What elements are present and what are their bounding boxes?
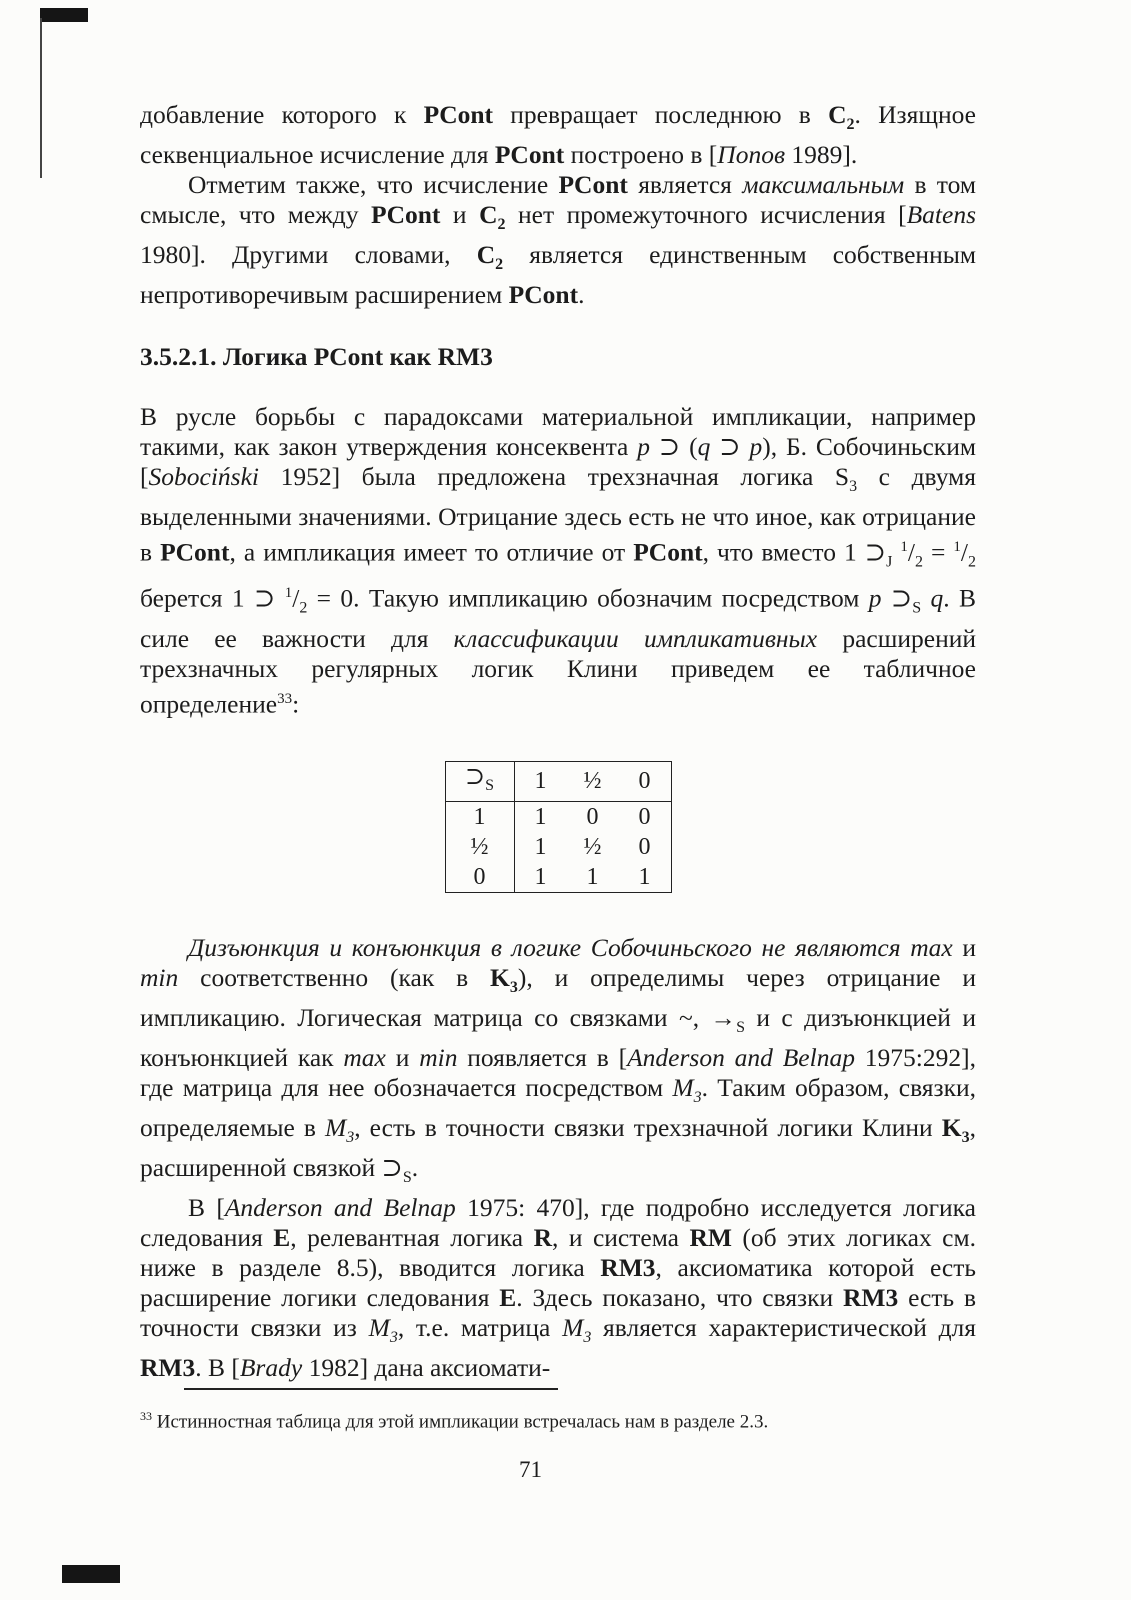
subscript: 3 xyxy=(389,1329,398,1347)
text-run: нет промежуточного исчисления [ xyxy=(505,200,907,230)
text-run: является единственным собственным непротиворечивым расширением xyxy=(140,240,976,310)
text-run: , расширенной связкой ⊃ xyxy=(140,1113,976,1183)
citation-author: Anderson and Belnap xyxy=(224,1193,456,1223)
page-body xyxy=(140,100,976,1383)
subscript: 3 xyxy=(346,1129,355,1147)
text-run: , есть в точности связки трехзначной логики Клини xyxy=(354,1113,942,1143)
fraction-numerator: 1 xyxy=(900,539,908,556)
matrix-name xyxy=(368,1313,398,1347)
text-run: и xyxy=(952,932,977,962)
text-run: 1982] дана аксиомати- xyxy=(302,1353,551,1383)
scan-edge-line xyxy=(40,18,42,178)
table-cell: 0 xyxy=(586,803,599,830)
fraction-denominator: 2 xyxy=(968,553,976,571)
logic-name: PCont xyxy=(633,537,703,567)
table-cell: 0 xyxy=(619,801,672,832)
footnote-reference[interactable]: 33 xyxy=(277,690,293,707)
paragraph-4 xyxy=(140,933,976,1193)
matrix-name xyxy=(324,1113,355,1147)
page-number: 71 xyxy=(519,1457,542,1482)
text-run: появляется в [ xyxy=(457,1043,628,1073)
subscript: J xyxy=(886,553,893,571)
subscript: S xyxy=(912,599,922,617)
text-run: В русле борьбы с парадоксами материальной импликации, например такими, как закон утверждения консеквента xyxy=(140,402,976,462)
operator-name: min xyxy=(140,962,179,992)
citation-author: Попов xyxy=(717,140,786,170)
citation-author: Batens xyxy=(906,200,976,230)
table-row-header: 1 xyxy=(445,801,514,832)
text-run: ), Б. Собочиньским [ xyxy=(140,432,976,492)
subscript: S xyxy=(736,1019,745,1037)
table-cell: 1 xyxy=(514,862,567,893)
variable: p xyxy=(749,432,763,462)
logic-letter: K xyxy=(941,1113,962,1143)
subscript: 3 xyxy=(849,478,858,496)
matrix-name xyxy=(562,1313,592,1347)
text-run: . Изящное секвенциальное исчисление для xyxy=(140,100,976,170)
text-run: = xyxy=(922,537,954,567)
logic-name: E xyxy=(273,1223,291,1253)
logic-letter: K xyxy=(490,962,510,992)
logic-name: PCont xyxy=(558,170,628,200)
table-row xyxy=(445,832,671,862)
text-run: 1952] была предложена трехзначная логика S xyxy=(258,462,850,492)
subscript: 2 xyxy=(846,116,855,134)
text-run: , т.е. матрица xyxy=(397,1313,563,1343)
table-row-header: ½ xyxy=(445,832,514,862)
logic-name xyxy=(490,962,518,996)
table-row xyxy=(445,862,671,893)
matrix-letter: M xyxy=(672,1073,694,1103)
text-run: является характеристической для xyxy=(591,1313,977,1343)
logic-name: RM3 xyxy=(140,1353,196,1383)
text-run: Отметим также, что исчисление xyxy=(188,170,559,200)
logic-name: PCont xyxy=(494,140,565,170)
text-run: и xyxy=(385,1043,420,1073)
logic-name: R xyxy=(533,1223,552,1253)
scan-bottom-mark xyxy=(62,1565,120,1583)
table-cell: 1 xyxy=(619,862,672,893)
logic-name: RM xyxy=(689,1223,732,1253)
text-run xyxy=(921,583,930,612)
fraction-numerator: 1 xyxy=(284,584,293,601)
text-run: расширений трехзначных регулярных логик Клини приведем ее табличное определение xyxy=(140,623,977,719)
fraction-numerator: 1 xyxy=(953,539,961,556)
citation-author: Anderson and Belnap xyxy=(627,1043,855,1073)
logic-name: PCont xyxy=(508,280,579,310)
text-run: = 0. Такую импликацию обозначим посредством xyxy=(307,583,869,613)
text-run: , что вместо 1 ⊃ xyxy=(702,537,887,567)
text-run: , аксиоматика которой есть расширение логики следования xyxy=(140,1253,976,1313)
text-run: есть в точности связки из xyxy=(140,1283,976,1343)
text-run: берется 1 ⊃ xyxy=(140,583,285,613)
logic-letter: C xyxy=(476,240,496,270)
text-run: добавление которого к xyxy=(140,100,424,129)
text-run: . В [ xyxy=(195,1353,240,1383)
text-run: и xyxy=(440,200,480,230)
text-run xyxy=(901,933,911,962)
table-row-header: 0 xyxy=(445,862,514,893)
paragraph-5 xyxy=(140,1193,976,1383)
logic-name: E xyxy=(499,1283,517,1313)
subscript: 3 xyxy=(583,1329,592,1347)
subscript: 2 xyxy=(497,216,506,234)
table-cell: ½ xyxy=(583,833,602,860)
table-column-header: ½ xyxy=(567,762,619,802)
text-run: 1975: 470], где подробно исследуется логика следования xyxy=(140,1193,977,1253)
text-run: в том смысле, что между xyxy=(140,170,976,230)
footnote-text: Истинностная таблица для этой импликации встречалась нам в разделе 2.3. xyxy=(156,1411,769,1433)
variable: q xyxy=(930,583,944,613)
text-run: , и система xyxy=(552,1223,690,1253)
table-cell: 1 xyxy=(534,803,547,830)
logic-name xyxy=(828,100,855,134)
logic-name xyxy=(476,240,504,274)
text-run: . Таким образом, связки, определяемые в xyxy=(140,1073,976,1143)
table-cell: 1 xyxy=(534,833,547,860)
matrix-letter: M xyxy=(562,1313,584,1343)
section-heading: 3.5.2.1. Логика PCont как RM3 xyxy=(140,342,493,372)
table-operator-cell xyxy=(445,762,514,802)
paragraph-2 xyxy=(140,170,976,310)
variable: p xyxy=(868,583,882,613)
text-run: . В силе ее важности для xyxy=(140,583,976,653)
text-run: . xyxy=(411,1153,419,1183)
text-run: : xyxy=(292,689,300,719)
text-run: ⊃ xyxy=(710,432,750,462)
paragraph-3: В русле борьбы с парадоксами материальной импликации, например такими, как закон утверждения консеквента p ⊃ (q ⊃ p), Б. Собочиньским [Sobociński 1952] была предложена трехзначная логика $S_3$ с двумя выделенными значениями. Отрицание здесь есть не что иное, как отрицание в PCont, а импликация имеет то отличие от PCont, что вместо 1 $⊃_J$ $^1/_2 = ^1/_2$ берется 1 ⊃ $^1/_2 = 0$. Такую импликацию обозначим посредством p $⊃_S$ q. В силе ее важности для классификации импликативных расширений трехзначных регулярных логик Клини приведем ее табличное определение$^{33}$: xyxy=(140,402,977,719)
text-run: ⊃ xyxy=(881,583,913,613)
implication-symbol: ⊃ xyxy=(464,764,486,791)
table-header-row xyxy=(445,762,671,802)
logic-letter: C xyxy=(479,200,498,230)
citation-author: Sobociński xyxy=(148,462,259,492)
matrix-letter: M xyxy=(368,1313,390,1343)
table-row xyxy=(445,801,671,832)
emphasis: Дизъюнкция и конъюнкция в логике Собочиньского не являются xyxy=(188,932,901,962)
text-run: и с дизъюнкцией и конъюнкцией как xyxy=(140,1002,976,1073)
emphasis: максимальным xyxy=(742,170,905,200)
paragraph-1 xyxy=(140,100,976,170)
logic-name xyxy=(479,200,506,234)
text-run: (об этих логиках см. ниже в разделе 8.5), вводится логика xyxy=(140,1223,976,1283)
table-column-header: 1 xyxy=(514,762,567,802)
operator-name: max xyxy=(910,932,953,962)
subscript: 3 xyxy=(509,978,518,996)
footnote-separator xyxy=(184,1388,558,1390)
subscript: 2 xyxy=(495,256,504,274)
subscript: 3 xyxy=(693,1089,702,1107)
text-run: с двумя выделенными значениями. Отрицание здесь есть не что иное, как отрицание в xyxy=(140,462,976,567)
text-run: . Здесь показано, что связки xyxy=(516,1283,843,1313)
text-run: 1980]. Другими словами, xyxy=(140,240,477,270)
table-cell: 1 xyxy=(567,862,619,893)
implication-truth-table xyxy=(445,761,672,893)
fraction-denominator: 2 xyxy=(914,553,923,571)
text-run: превращает последнюю в xyxy=(493,100,829,129)
logic-name: PCont xyxy=(423,100,494,129)
operator-name: min xyxy=(419,1043,458,1073)
logic-name: PCont xyxy=(160,537,230,567)
operator-name: max xyxy=(343,1043,386,1073)
variable: q xyxy=(697,432,711,462)
matrix-letter: M xyxy=(324,1113,347,1143)
emphasis: классификации импликативных xyxy=(453,623,818,653)
citation-author: Brady xyxy=(239,1353,303,1383)
logic-letter: C xyxy=(828,100,847,129)
footnote-number: 33 xyxy=(140,1409,152,1423)
text-run: , релевантная логика xyxy=(290,1223,534,1253)
text-run: построено в [ xyxy=(564,140,718,170)
text-run: 1989]. xyxy=(785,140,858,170)
table-cell: 0 xyxy=(619,832,672,862)
text-run: является xyxy=(627,170,743,200)
text-run: В [ xyxy=(188,1193,225,1223)
subscript: 3 xyxy=(961,1129,970,1147)
text-run: соответственно (как в xyxy=(178,962,491,992)
text-run: ⊃ ( xyxy=(649,432,698,462)
logic-name: RM3 xyxy=(843,1283,899,1313)
subscript: S xyxy=(485,776,494,794)
logic-name: RM3 xyxy=(600,1253,656,1283)
text-run: 1975:292], где матрица для нее обозначается посредством xyxy=(140,1043,976,1103)
text-run: ), и определимы через отрицание и импликацию. Логическая матрица со связками ~, → xyxy=(140,962,976,1032)
footnote xyxy=(140,1404,768,1434)
matrix-name xyxy=(672,1073,702,1107)
scan-corner-mark xyxy=(40,8,88,22)
subscript: S xyxy=(402,1169,412,1187)
variable: p xyxy=(637,432,650,462)
table-column-header: 0 xyxy=(619,762,672,802)
logic-name: PCont xyxy=(371,200,441,230)
logic-name xyxy=(941,1113,970,1147)
text-run: , а импликация имеет то отличие от xyxy=(229,537,634,567)
text-run: . xyxy=(578,280,585,310)
fraction-denominator: 2 xyxy=(299,599,308,617)
